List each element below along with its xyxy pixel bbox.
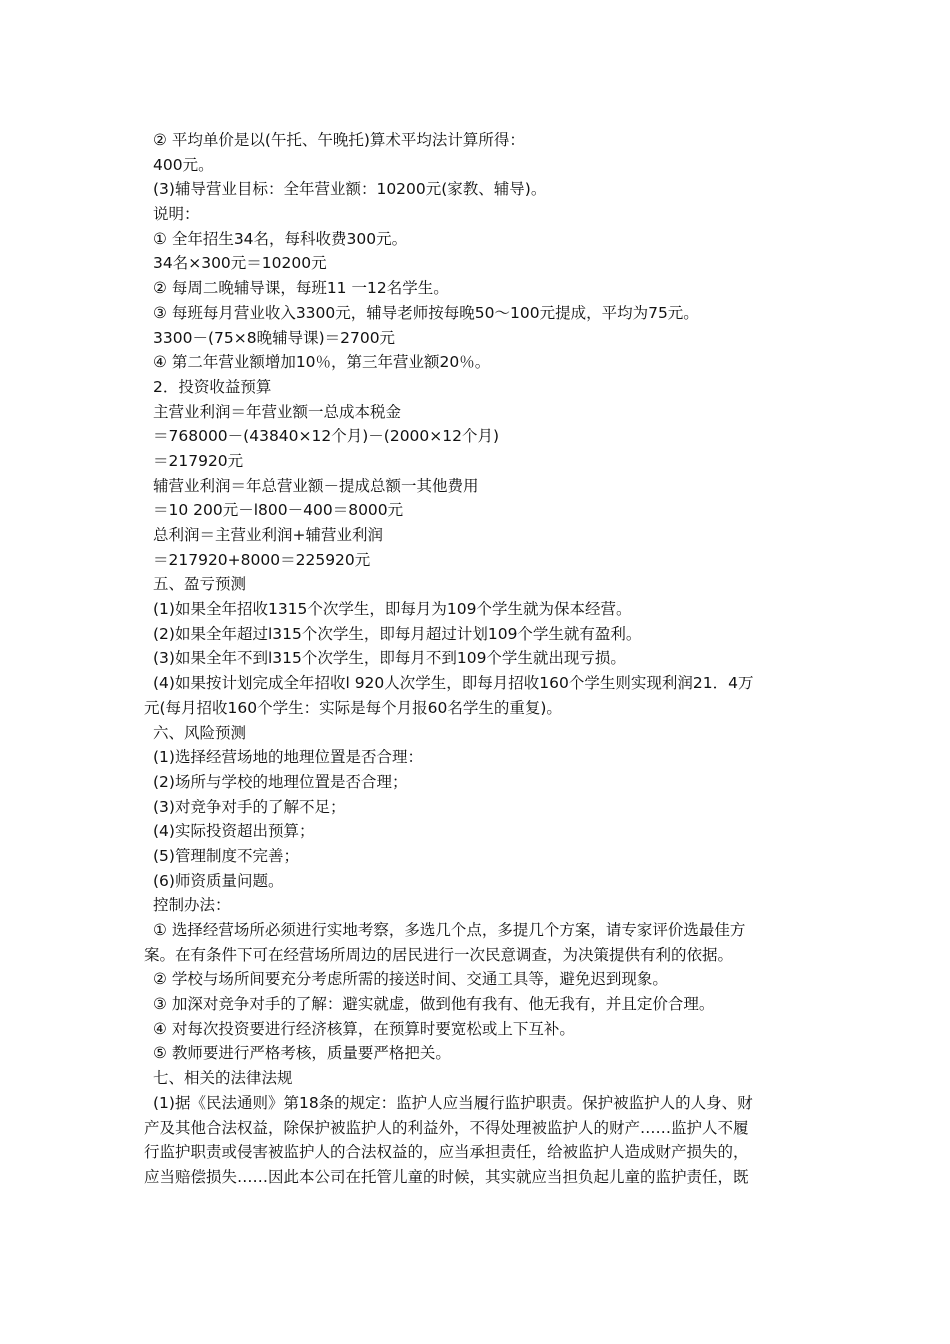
text-line: (1)如果全年招收1315个次学生，即每月为109个学生就为保本经营。 (153, 600, 632, 619)
text-line: 3300－(75×8晚辅导课)＝2700元 (153, 328, 396, 347)
text-line: 400元。 (153, 155, 214, 174)
text-line: ② 学校与场所间要充分考虑所需的接送时间、交通工具等，避免迟到现象。 (153, 970, 668, 989)
text-line: 说明： (153, 205, 200, 224)
text-line: 辅营业利润＝年总营业额－提成总额一其他费用 (153, 476, 479, 495)
section-heading: 六、风险预测 (153, 723, 247, 742)
text-line: (2)如果全年超过l315个次学生，即每月超过计划109个学生就有盈利。 (153, 624, 642, 643)
text-line: 控制办法： (153, 896, 231, 915)
text-line: ＝217920元 (153, 451, 244, 470)
paragraph-line: 案。在有条件下可在经营场所周边的居民进行一次民意调查，为决策提供有利的依据。 (144, 945, 734, 964)
text-line: ④ 对每次投资要进行经济核算，在预算时要宽松或上下互补。 (153, 1019, 575, 1038)
text-line: (6)师资质量问题。 (153, 871, 284, 890)
text-line: ③ 每班每月营业收入3300元，辅导老师按每晚50～100元提成，平均为75元。 (153, 303, 699, 322)
text-line: ＝768000－(43840×12个月)－(2000×12个月) (153, 427, 500, 446)
text-line: (3)对竞争对手的了解不足； (153, 797, 346, 816)
text-line: ① 全年招生34名，每科收费300元。 (153, 229, 408, 248)
text-line: (2)场所与学校的地理位置是否合理； (153, 772, 408, 791)
text-line: ⑤ 教师要进行严格考核，质量要严格把关。 (153, 1044, 451, 1063)
text-line: (4)实际投资超出预算； (153, 822, 315, 841)
text-line: ④ 第二年营业额增加10％，第三年营业额20％。 (153, 353, 491, 372)
text-line: ② 每周二晚辅导课，每班11 一12名学生。 (153, 279, 449, 298)
paragraph-law (144, 1091, 809, 1190)
paragraph-line: 元(每月招收160个学生：实际是每个月报60名学生的重复)。 (144, 698, 562, 717)
text-line: ＝10 200元－l800－400＝8000元 (153, 501, 404, 520)
document-body (144, 128, 809, 1190)
text-line: 总利润＝主营业利润+辅营业利润 (153, 526, 383, 544)
text-line: 主营业利润＝年营业额一总成本税金 (153, 402, 402, 421)
paragraph-control (144, 918, 809, 967)
section-heading: 2．投资收益预算 (153, 377, 272, 396)
paragraph-line: 产及其他合法权益，除保护被监护人的利益外，不得处理被监护人的财产……监护人不履 (144, 1118, 749, 1137)
paragraph-line: (4)如果按计划完成全年招收l 920人次学生，即每月招收160个学生则实现利润21．4万 (153, 674, 754, 693)
paragraph-line: 应当赔偿损失……因此本公司在托管儿童的时候，其实就应当担负起儿童的监护责任，既 (144, 1167, 749, 1186)
text-line: ② 平均单价是以(午托、午晚托)算术平均法计算所得： (153, 131, 525, 149)
text-line: 34名×300元＝10200元 (153, 254, 327, 273)
text-line: (5)管理制度不完善； (153, 846, 299, 865)
text-line: (3)辅导营业目标：全年营业额：10200元(家教、辅导)。 (153, 180, 547, 199)
paragraph-line: 行监护职责或侵害被监护人的合法权益的，应当承担责任，给被监护人造成财产损失的， (144, 1143, 749, 1162)
text-line: ＝217920+8000＝225920元 (153, 550, 371, 569)
section-heading: 七、相关的法律法规 (153, 1069, 293, 1088)
paragraph-line: (1)据《民法通则》第18条的规定：监护人应当履行监护职责。保护被监护人的人身、财 (153, 1093, 753, 1112)
text-line: (1)选择经营场地的地理位置是否合理： (153, 748, 423, 767)
section-heading: 五、盈亏预测 (153, 575, 247, 594)
text-line: (3)如果全年不到l315个次学生，即每月不到109个学生就出现亏损。 (153, 649, 626, 668)
paragraph-profit (144, 671, 809, 720)
text-line: ③ 加深对竞争对手的了解：避实就虚，做到他有我有、他无我有，并且定价合理。 (153, 995, 715, 1014)
paragraph-line: ① 选择经营场所必须进行实地考察，多选几个点，多提几个方案，请专家评价选最佳方 (153, 921, 746, 939)
